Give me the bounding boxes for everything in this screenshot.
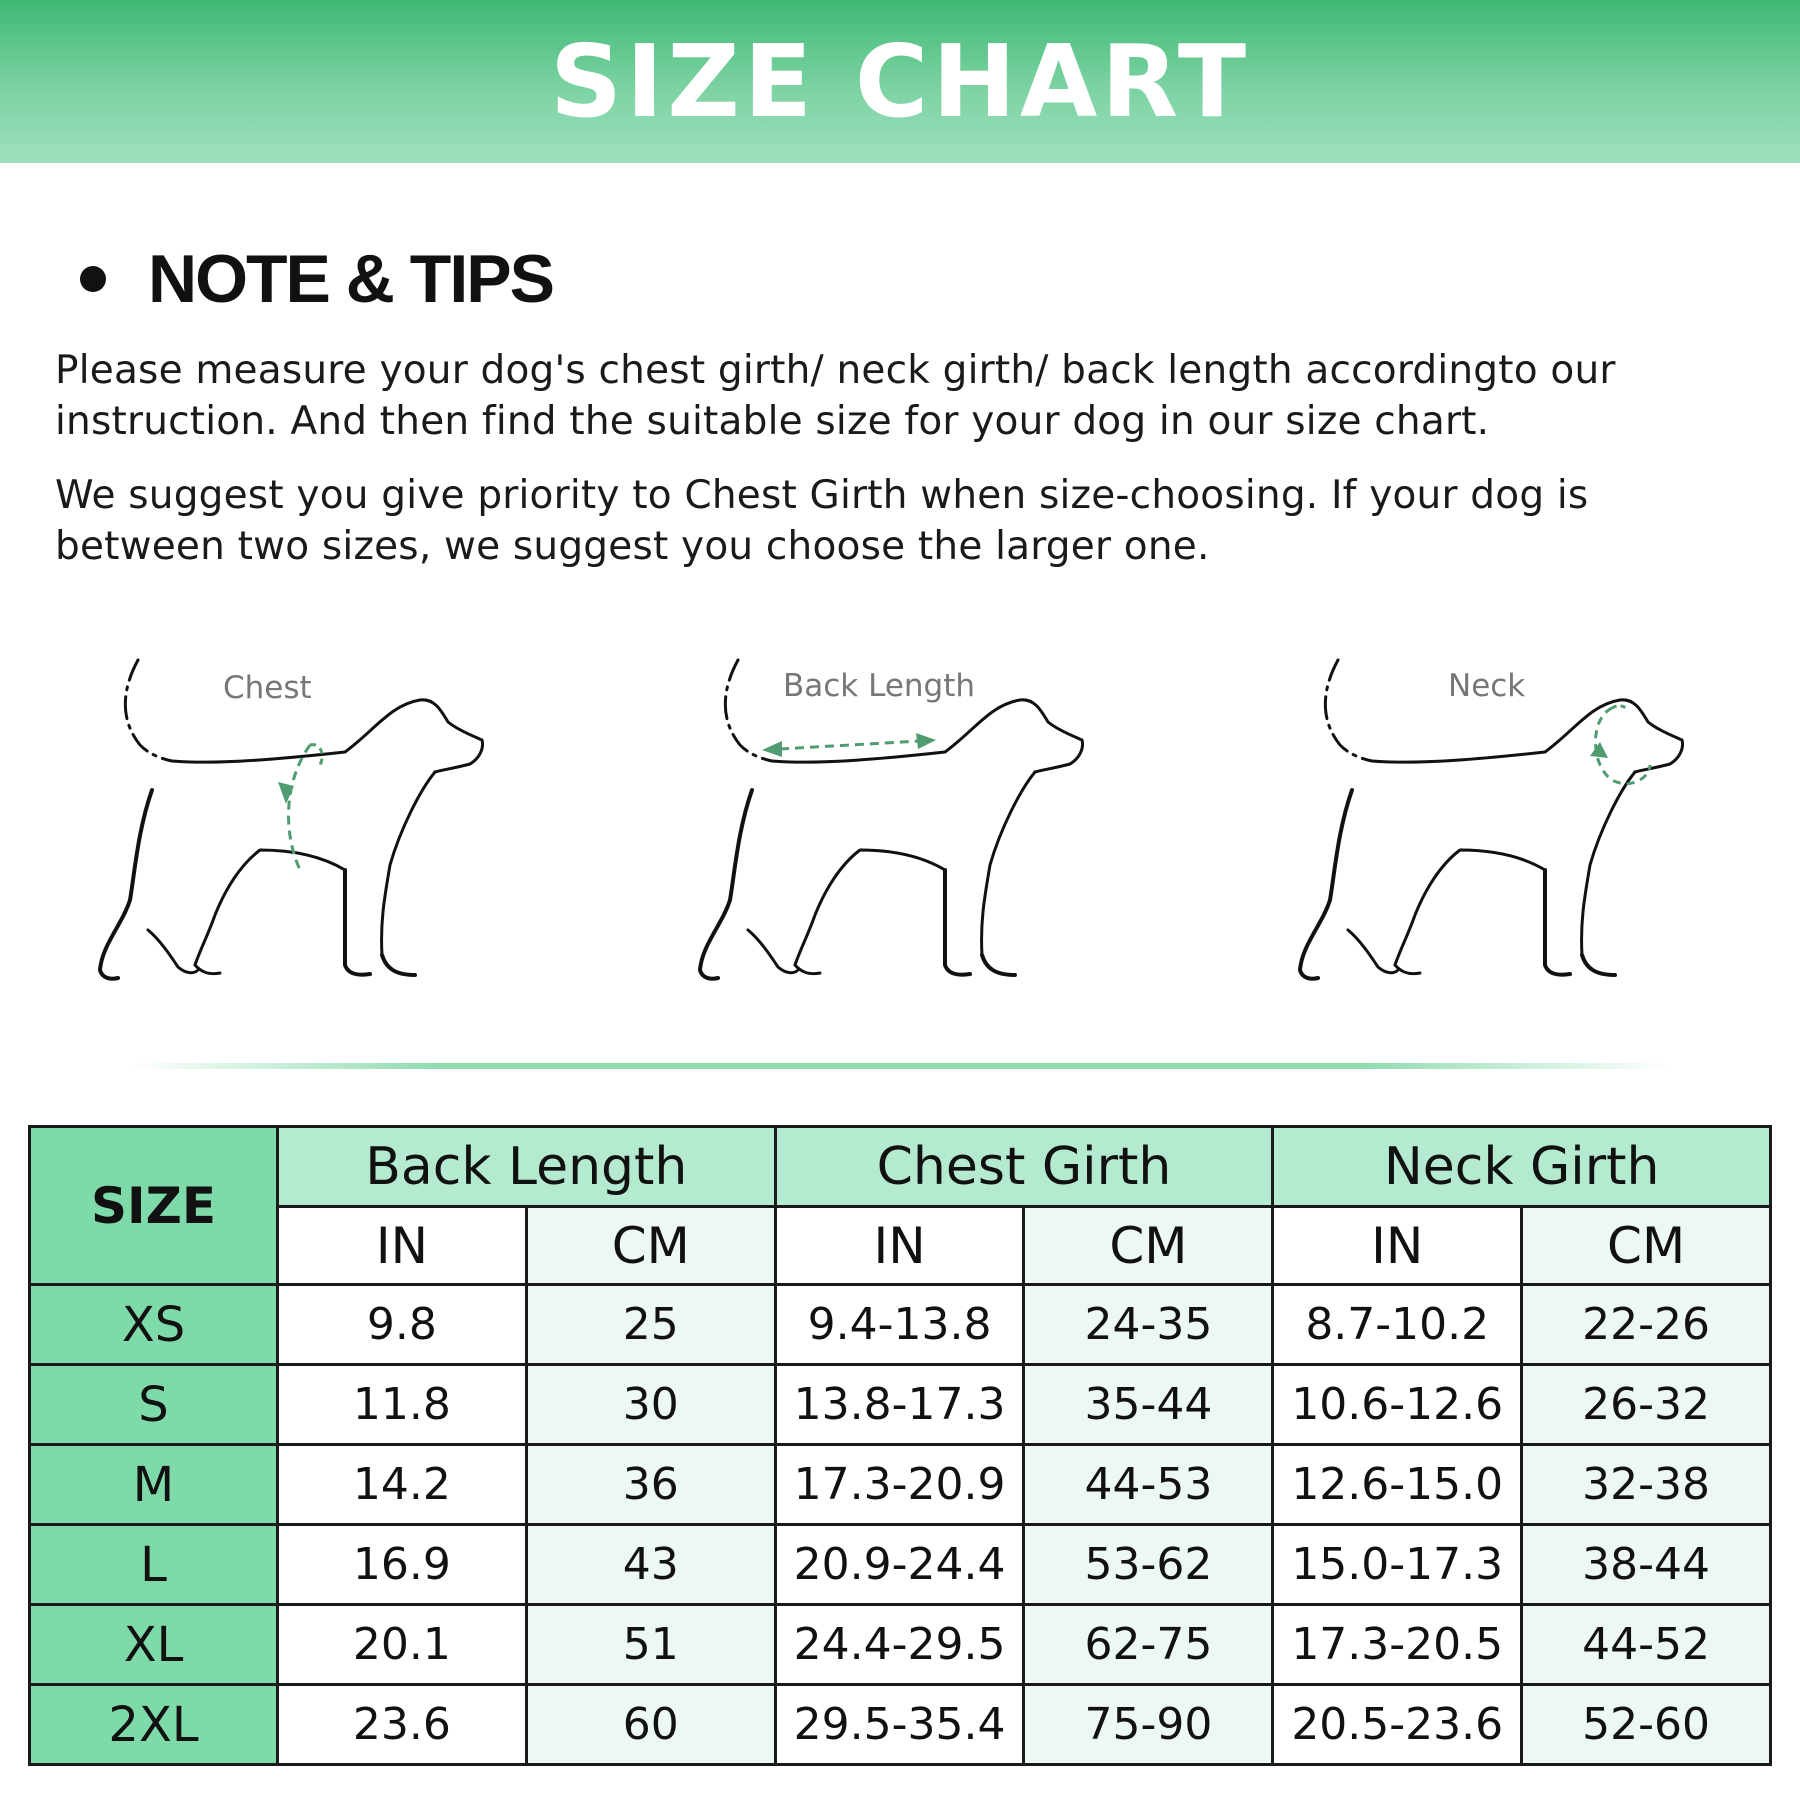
table-cell: 13.8-17.3	[775, 1365, 1024, 1445]
table-row	[30, 1525, 1771, 1605]
table-cell: 17.3-20.9	[775, 1445, 1024, 1525]
table-cell: 52-60	[1522, 1685, 1771, 1765]
row-size-label: 2XL	[30, 1685, 278, 1765]
group-header-chest-girth: Chest Girth	[775, 1127, 1273, 1207]
table-cell: 43	[526, 1525, 775, 1605]
table-row	[30, 1605, 1771, 1685]
row-size-label: XL	[30, 1605, 278, 1685]
row-size-label: M	[30, 1445, 278, 1525]
table-cell: 44-52	[1522, 1605, 1771, 1685]
table-cell: 11.8	[278, 1365, 527, 1445]
table-row	[30, 1365, 1771, 1445]
table-cell: 62-75	[1024, 1605, 1273, 1685]
size-column-header: SIZE	[30, 1127, 278, 1285]
table-cell: 24.4-29.5	[775, 1605, 1024, 1685]
table-cell: 51	[526, 1605, 775, 1685]
unit-header: CM	[1522, 1207, 1771, 1285]
diagram-label-chest: Chest	[223, 670, 312, 706]
table-cell: 20.1	[278, 1605, 527, 1685]
table-row	[30, 1285, 1771, 1365]
tips-heading	[80, 240, 553, 318]
table-cell: 16.9	[278, 1525, 527, 1605]
table-cell: 44-53	[1024, 1445, 1273, 1525]
table-cell: 32-38	[1522, 1445, 1771, 1525]
size-table	[28, 1125, 1772, 1766]
group-header-neck-girth: Neck Girth	[1273, 1127, 1771, 1207]
header-banner	[0, 0, 1800, 163]
table-cell: 12.6-15.0	[1273, 1445, 1522, 1525]
table-cell: 9.8	[278, 1285, 527, 1365]
table-cell: 23.6	[278, 1685, 527, 1765]
bullet-icon	[80, 266, 106, 292]
table-cell: 38-44	[1522, 1525, 1771, 1605]
table-cell: 60	[526, 1685, 775, 1765]
back-length-diagram	[690, 640, 1130, 1020]
tips-paragraph-2: We suggest you give priority to Chest Girth when size-choosing. If your dog is between two sizes, we suggest you choose the larger one.	[55, 473, 1589, 569]
table-cell: 36	[526, 1445, 775, 1525]
table-cell: 25	[526, 1285, 775, 1365]
table-cell: 26-32	[1522, 1365, 1771, 1445]
table-cell: 29.5-35.4	[775, 1685, 1024, 1765]
table-cell: 53-62	[1024, 1525, 1273, 1605]
row-size-label: XS	[30, 1285, 278, 1365]
unit-header: CM	[1024, 1207, 1273, 1285]
table-cell: 15.0-17.3	[1273, 1525, 1522, 1605]
table-cell: 22-26	[1522, 1285, 1771, 1365]
page-title: SIZE CHART	[549, 22, 1251, 140]
table-cell: 9.4-13.8	[775, 1285, 1024, 1365]
table-cell: 10.6-12.6	[1273, 1365, 1522, 1445]
section-divider	[130, 1063, 1670, 1069]
table-cell: 30	[526, 1365, 775, 1445]
diagram-label-back-length: Back Length	[783, 668, 976, 704]
unit-header: CM	[526, 1207, 775, 1285]
table-cell: 20.9-24.4	[775, 1525, 1024, 1605]
table-cell: 14.2	[278, 1445, 527, 1525]
table-cell: 17.3-20.5	[1273, 1605, 1522, 1685]
tips-paragraph-1: Please measure your dog's chest girth/ neck girth/ back length accordingto our instruction. And then find the suitable size for your dog in our size chart.	[55, 348, 1616, 444]
table-cell: 24-35	[1024, 1285, 1273, 1365]
chest-diagram	[90, 640, 530, 1020]
unit-header: IN	[278, 1207, 527, 1285]
diagram-label-neck: Neck	[1448, 668, 1526, 704]
row-size-label: S	[30, 1365, 278, 1445]
unit-header: IN	[1273, 1207, 1522, 1285]
neck-diagram	[1290, 640, 1730, 1020]
table-cell: 20.5-23.6	[1273, 1685, 1522, 1765]
table-cell: 75-90	[1024, 1685, 1273, 1765]
group-header-back-length: Back Length	[278, 1127, 776, 1207]
table-row	[30, 1685, 1771, 1765]
tips-title: NOTE & TIPS	[148, 241, 553, 317]
unit-header: IN	[775, 1207, 1024, 1285]
table-row	[30, 1445, 1771, 1525]
row-size-label: L	[30, 1525, 278, 1605]
table-cell: 8.7-10.2	[1273, 1285, 1522, 1365]
table-cell: 35-44	[1024, 1365, 1273, 1445]
